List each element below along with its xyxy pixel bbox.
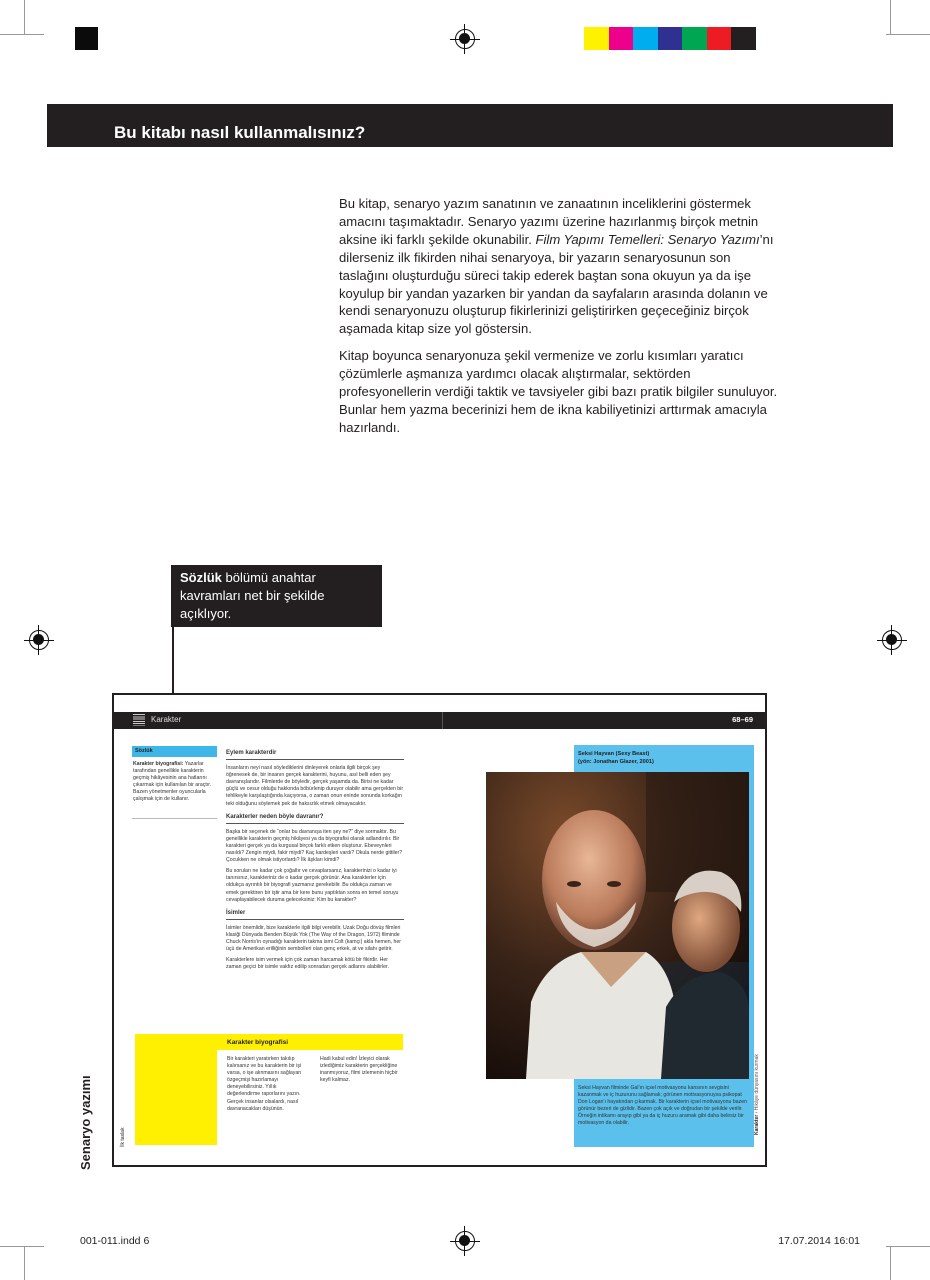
running-side-label xyxy=(754,1054,760,1135)
spread-chapter: Karakter xyxy=(151,715,182,724)
section-paragraph: İsimler önemlidir, bize karakterle ilgili bilgi verebilir. Uzak Doğu dövüş filmleri klasiği Dünyada Benden Büyük Yok (The Way of the Dragon, 1972) filminde Chuck Norris’in oynadığı karakterin takma ismi Colt (kamçı) akla hemen, her üçü de Amerikan erilliğinin sembolleri olan genç erkek, at ve silahı getirir. xyxy=(226,924,401,953)
sozluk-callout xyxy=(171,565,382,627)
section-heading: Eylem karakterdir xyxy=(226,750,404,760)
registration-mark-left xyxy=(29,630,49,650)
side-label-rest: › Hikâye dünyasını kurmak xyxy=(754,1054,760,1115)
spine-divider xyxy=(442,712,443,729)
sample-spread xyxy=(112,693,767,1167)
crop-mark xyxy=(24,0,25,34)
color-swatch xyxy=(584,27,609,50)
book-title-italic: Film Yapımı Temelleri: Senaryo Yazımı xyxy=(535,231,760,247)
exercise-title: Karakter biyografisi xyxy=(227,1039,289,1046)
crop-mark xyxy=(890,1246,891,1280)
registration-mark-top xyxy=(455,29,475,49)
registration-line xyxy=(464,1226,465,1256)
menu-lines-icon xyxy=(133,714,145,726)
exercise-column-2: Hadi kabul edin! İzleyici olarak izlediğimiz karakterin gerçekliğine inanmıyoruz, filmi izlemenin hiçbir keyfi kalmaz. xyxy=(320,1056,398,1084)
section-heading: İsimler xyxy=(226,910,404,920)
section-paragraph: Bu soruları ne kadar çok çoğaltır ve cevaplarsanız, karakterinizi o kadar iyi tanırsınız, karakteriniz de o kadar gerçek görünür. Ana karakterler için oldukça ayrıntılı bir biyografi yazmanız gerekebilir. Bu oldukça zaman ve emek gerektiren bir iştir ama bir kere bunu yaptıktan sonra en temel soruyu cevaplayabilecek duruma geleceksiniz: Kim bu karakter? xyxy=(226,868,399,903)
intro-p1-a: Bu kitap, senaryo yazım sanatının ve zanaatının inceliklerini göstermek amacını taşımaktadır. Senaryo yazımı üzerine hazırlanmış birçok metnin aksine iki farklı şekilde okunabilir. xyxy=(339,196,759,247)
header-bar xyxy=(47,104,893,147)
registration-line xyxy=(891,625,892,655)
callout-bold: Sözlük xyxy=(180,570,222,585)
crop-mark xyxy=(890,0,891,34)
footer-timestamp: 17.07.2014 16:01 xyxy=(778,1235,860,1247)
spread-page-numbers: 68–69 xyxy=(732,715,753,724)
crop-mark xyxy=(24,1246,25,1280)
sozluk-rule xyxy=(132,818,217,819)
section-heading: Karakterler neden böyle davranır? xyxy=(226,814,404,824)
color-swatch xyxy=(609,27,634,50)
caption-title-line: (yön: Jonathan Glazer, 2001) xyxy=(578,758,654,765)
color-swatch xyxy=(731,27,756,50)
exercise-column-1: Bir karakteri yaratırken takılıp kalırsanız ve bu karakterin bir işi varsa, o işe alınmasını sağlayan özgeçmişi hazırlamayı deneyebilirsiniz. Yıllık değerlendirme raporlarını yazın. Gerçek insanlar olsalardı, nasıl davranacakları düşünün. xyxy=(227,1056,302,1112)
callout-text: bölümü anahtar kavramları net bir şekilde açıklıyor. xyxy=(180,570,325,621)
exercise-box xyxy=(135,1034,403,1145)
intro-p1-b: ’nı dilerseniz ilk fikirden nihai senaryoya, bir yazarın senaryosunun son taslağını oluşturduğu süreci takip ederek baştan sona okuyun ya da işe koyulup bir yandan yazarken bir yandan da sayfaların arasında dolanın ve kendi senaryonuzu oluşturup fikirlerinizi geliştirirken geçeceğiniz birçok aşamada kitap size yol göstersin. xyxy=(339,231,774,337)
color-swatch xyxy=(707,27,732,50)
black-register-square xyxy=(75,27,98,50)
registration-mark-right xyxy=(882,630,902,650)
section-paragraph: İnsanların neyi nasıl söylediklerini dinleyerek onlarla ilgili birçok şey öğrenesek de, bir insanın gerçek karakterini, huyunu, asıl belli eden şey davranışlarıdır. Filmlerde de böyledir, gerçek yaşamda da. Birisi ne kadar güçlü ve cesur olduğu hakkında böbürlenip duruyor olabilir ama gerçekten bir tehlikeyle karşılaştığında kaçıyorsa, o zaman onun eninde sonunda korkağın teki olduğunu söylemek pek de haksızlık etmek olmayacaktır. xyxy=(226,765,404,807)
registration-mark-bottom xyxy=(455,1231,475,1251)
crop-mark xyxy=(0,34,44,35)
color-swatch xyxy=(682,27,707,50)
crop-mark xyxy=(886,34,930,35)
intro-paragraph-1 xyxy=(339,195,779,338)
registration-line xyxy=(464,24,465,54)
sozluk-definition xyxy=(133,761,216,804)
footer-file-info: 001-011.indd 6 xyxy=(80,1235,150,1247)
film-caption-title xyxy=(578,751,748,766)
sozluk-text: Yazarlar tarafından genellikle karakterin geçmiş hikâyesinin ana hatlarını çıkarmak için kullanılan bir araçtır. Bazen yönetmenler oyuncularla çalışmak için de kullanır. xyxy=(133,761,212,803)
ilk-taslak-label: İlk taslak xyxy=(120,1127,126,1147)
crop-mark xyxy=(0,1246,44,1247)
intro-text xyxy=(339,195,779,446)
section-vertical-label: Senaryo yazımı xyxy=(78,1075,93,1170)
spread-header-bar xyxy=(114,712,765,729)
side-label-bold: Karakter xyxy=(754,1114,760,1135)
registration-line xyxy=(38,625,39,655)
spread-main-column xyxy=(226,744,404,975)
color-swatch xyxy=(658,27,683,50)
intro-paragraph-2: Kitap boyunca senaryonuza şekil vermenize ve zorlu kısımları yaratıcı çözümlerle aşmanıza yardımcı olacak alıştırmalar, sektörden profesyonellerin verdiği taktik ve tavsiyeler gibi bazı pratik bilgiler sunuluyor. Bunlar hem yazma becerinizi hem de ikna kabiliyetinizi arttırmak amacıyla hazırlandı. xyxy=(339,348,778,435)
color-swatch xyxy=(633,27,658,50)
section-paragraph: Karakterlere isim vermek için çok zaman harcamak kötü bir fikirdir. Her zaman geçici bir isimle vakfız edilip sonradan gerçek adlarını alabilirler. xyxy=(226,957,389,971)
film-still-photo xyxy=(486,772,749,1079)
film-caption-body: Seksi Hayvan filminde Gal’ın içsel motivasyonu kansının sevgisini kazanmak ve iç huzurunu sağlamak; görünen motivasyonuysa psikopat Don Logan’ı hayatından çıkarmak. Bir karakterin içsel motivasyonu bazen görünür bezeri de gizlidir. Bazen çok açık ve doğrudan bir şekilde verilir. Örneğin intikamı arayıp gibi ya da iç huzuru aramak gibi daha belirsiz bir motivasyon da olabilir. xyxy=(578,1085,747,1127)
page-title: Bu kitabı nasıl kullanmalısınız? xyxy=(114,123,366,142)
caption-title-line: Seksi Hayvan (Sexy Beast) xyxy=(578,751,650,757)
film-still-image xyxy=(486,772,749,1079)
sozluk-heading: Sözlük xyxy=(132,746,217,757)
sozluk-term: Karakter biyografisi: xyxy=(133,761,184,767)
crop-mark xyxy=(886,1246,930,1247)
section-paragraph: Başka bir seçenek de “onlar bu davranışa iten şey ne?” diye sormaktır. Bu genellikle karakterin geçmiş hikâyesi ya da biyografisi olarak adlandırılır. Bir karakteri gerçek ya da kurgusal birçok farklı etken oluşturur. Ebeveynleri nasıldı? Zengin miydi, fakir miydi? Kaç kardeşleri vardı? Okula nerde gittiler? Çocukken ne olmak istiyorlardı? İlk âşkları kimdi? xyxy=(226,828,403,864)
color-bar xyxy=(584,27,756,50)
